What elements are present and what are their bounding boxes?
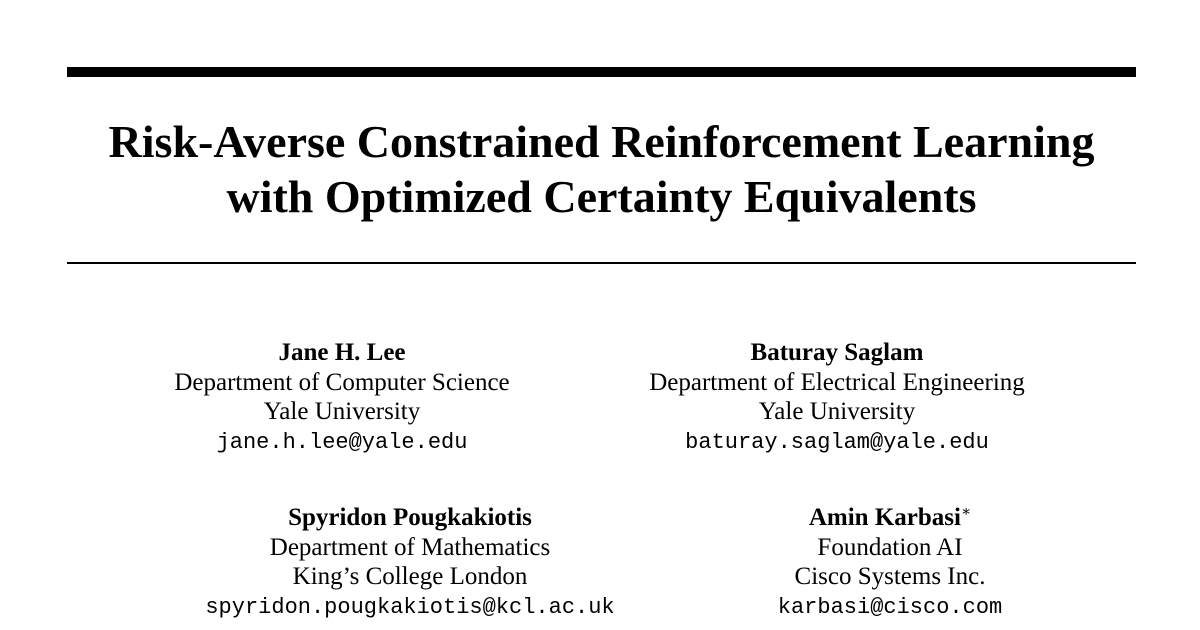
author-institution: Yale University [758,398,916,425]
paper-title-line-1: Risk-Averse Constrained Reinforcement Learning [108,116,1095,167]
title-bottom-rule [67,262,1136,264]
author-name: Baturay Saglam [750,339,924,366]
author-email: karbasi@cisco.com [777,594,1003,620]
author-email: baturay.saglam@yale.edu [685,429,989,455]
author-block-baturay-saglam [612,338,1062,458]
author-block-jane-lee [142,338,542,458]
author-department: Foundation AI [817,533,963,561]
author-department: Department of Computer Science [174,368,510,396]
title-top-rule [67,67,1136,77]
author-block-amin-karbasi [740,503,1040,623]
author-block-spyridon-pougkakiotis [180,503,640,623]
paper-title [67,114,1136,224]
author-name: Spyridon Pougkakiotis [288,504,532,531]
author-institution: Cisco Systems Inc. [794,563,986,590]
author-name: Amin Karbasi∗ [808,504,972,531]
paper-title-line-2: with Optimized Certainty Equivalents [226,171,977,222]
author-email: spyridon.pougkakiotis@kcl.ac.uk [205,594,615,620]
author-department: Department of Mathematics [269,533,551,561]
author-institution: Yale University [263,398,421,425]
author-department: Department of Electrical Engineering [649,368,1025,396]
footnote-mark: ∗ [960,504,972,520]
author-name: Jane H. Lee [278,339,406,366]
author-email: jane.h.lee@yale.edu [216,429,468,455]
author-institution: King’s College London [292,563,528,590]
